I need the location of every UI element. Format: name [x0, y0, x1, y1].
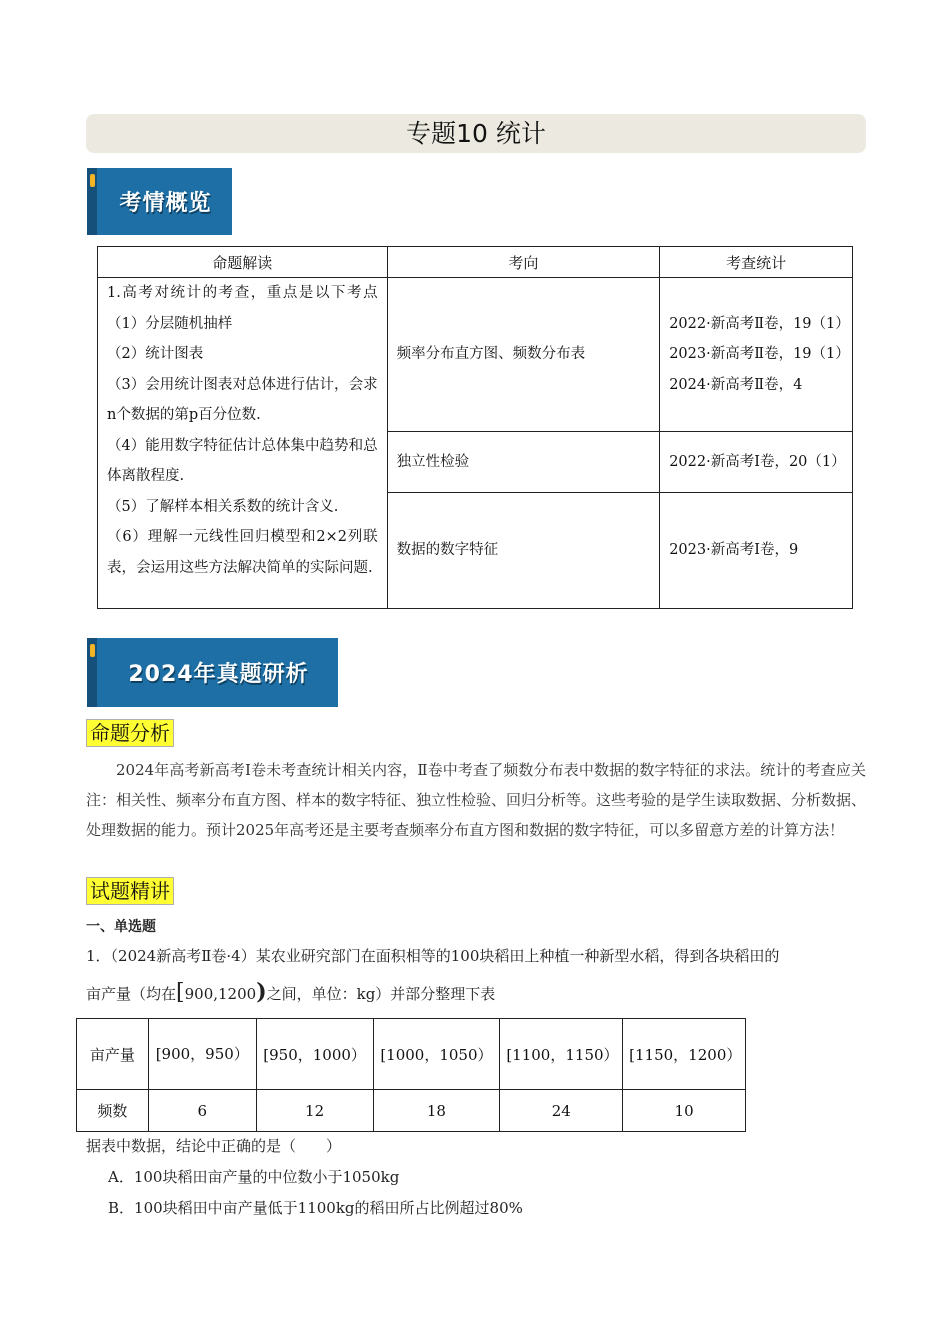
interpretation-line: （2）统计图表 [107, 346, 204, 362]
yield-table [76, 1018, 746, 1132]
interpretation-cell [98, 278, 388, 609]
page-title: 专题10 统计 [86, 114, 866, 153]
question-second-line: 亩产量（均在[900,1200)之间，单位：kg）并部分整理下表 [86, 979, 496, 1005]
option-a[interactable]: A．100块稻田亩产量的中位数小于1050kg [108, 1168, 400, 1186]
section-banner-overview: 考情概览 [87, 168, 232, 235]
analysis-paragraph: 2024年高考新高考Ⅰ卷未考查统计相关内容，Ⅱ卷中考查了频数分布表中数据的数字特征的求法。统计的考查应关注：相关性、频率分布直方图、样本的数字特征、独立性检验、回归分析等。这些考验的是学生读取数据、分析数据、处理数据的能力。预计2025年高考还是主要考查频率分布直方图和数据的数字特征，可以多留意方差的计算方法！ [86, 761, 867, 839]
col-header-direction: 考向 [387, 247, 660, 278]
stats-cell: 2023·新高考Ⅰ卷，9 [660, 493, 853, 609]
interval-cell: [950，1000） [256, 1019, 373, 1090]
interval-cell: [900，950） [148, 1019, 256, 1090]
direction-cell: 独立性检验 [387, 432, 660, 493]
stats-cell: 2022·新高考Ⅰ卷，20（1） [660, 432, 853, 493]
interpretation-line: 1.高考对统计的考查，重点是以下考点（1）分层随机抽样 [107, 285, 378, 332]
bookmark-icon [90, 644, 95, 657]
direction-cell: 频率分布直方图、频数分布表 [387, 278, 660, 432]
interval-value: 900,1200 [184, 985, 257, 1003]
row-label-frequency: 频数 [77, 1090, 149, 1132]
question-prompt: 据表中数据，结论中正确的是（ ） [86, 1137, 342, 1155]
interpretation-line: （5）了解样本相关系数的统计含义. [107, 498, 339, 515]
col-header-stats: 考查统计 [660, 247, 853, 278]
direction-cell: 数据的数字特征 [387, 493, 660, 609]
practice-heading: 试题精讲 [86, 877, 174, 905]
overview-table [97, 246, 853, 609]
analysis-heading: 命题分析 [86, 719, 174, 747]
row-label-yield: 亩产量 [77, 1019, 149, 1090]
section-banner-2024: 2024年真题研析 [87, 638, 338, 707]
section-title: 一、单选题 [86, 919, 156, 935]
count-cell: 12 [256, 1090, 373, 1132]
count-cell: 6 [148, 1090, 256, 1132]
interpretation-line: （4）能用数字特征估计总体集中趋势和总体离散程度. [107, 437, 378, 484]
count-cell: 10 [623, 1090, 746, 1132]
interval-cell: [1150，1200） [623, 1019, 746, 1090]
option-b[interactable]: B．100块稻田中亩产量低于1100kg的稻田所占比例超过80% [108, 1199, 523, 1217]
interpretation-line: （3）会用统计图表对总体进行估计，会求n个数据的第p百分位数. [107, 376, 378, 423]
question-lead: 1．（2024新高考Ⅱ卷·4）某农业研究部门在面积相等的100块稻田上种植一种新型水稻，得到各块稻田的 [86, 947, 780, 965]
interval-cell: [1100，1150） [500, 1019, 623, 1090]
interpretation-line: （6）理解一元线性回归模型和2×2列联表，会运用这些方法解决简单的实际问题. [107, 529, 378, 576]
interval-cell: [1000，1050） [373, 1019, 500, 1090]
stats-cell: 2022·新高考Ⅱ卷，19（1） 2023·新高考Ⅱ卷，19（1） 2024·新高考Ⅱ卷，4 [660, 278, 853, 432]
col-header-interpretation: 命题解读 [98, 247, 388, 278]
count-cell: 24 [500, 1090, 623, 1132]
bookmark-icon [90, 174, 95, 187]
count-cell: 18 [373, 1090, 500, 1132]
